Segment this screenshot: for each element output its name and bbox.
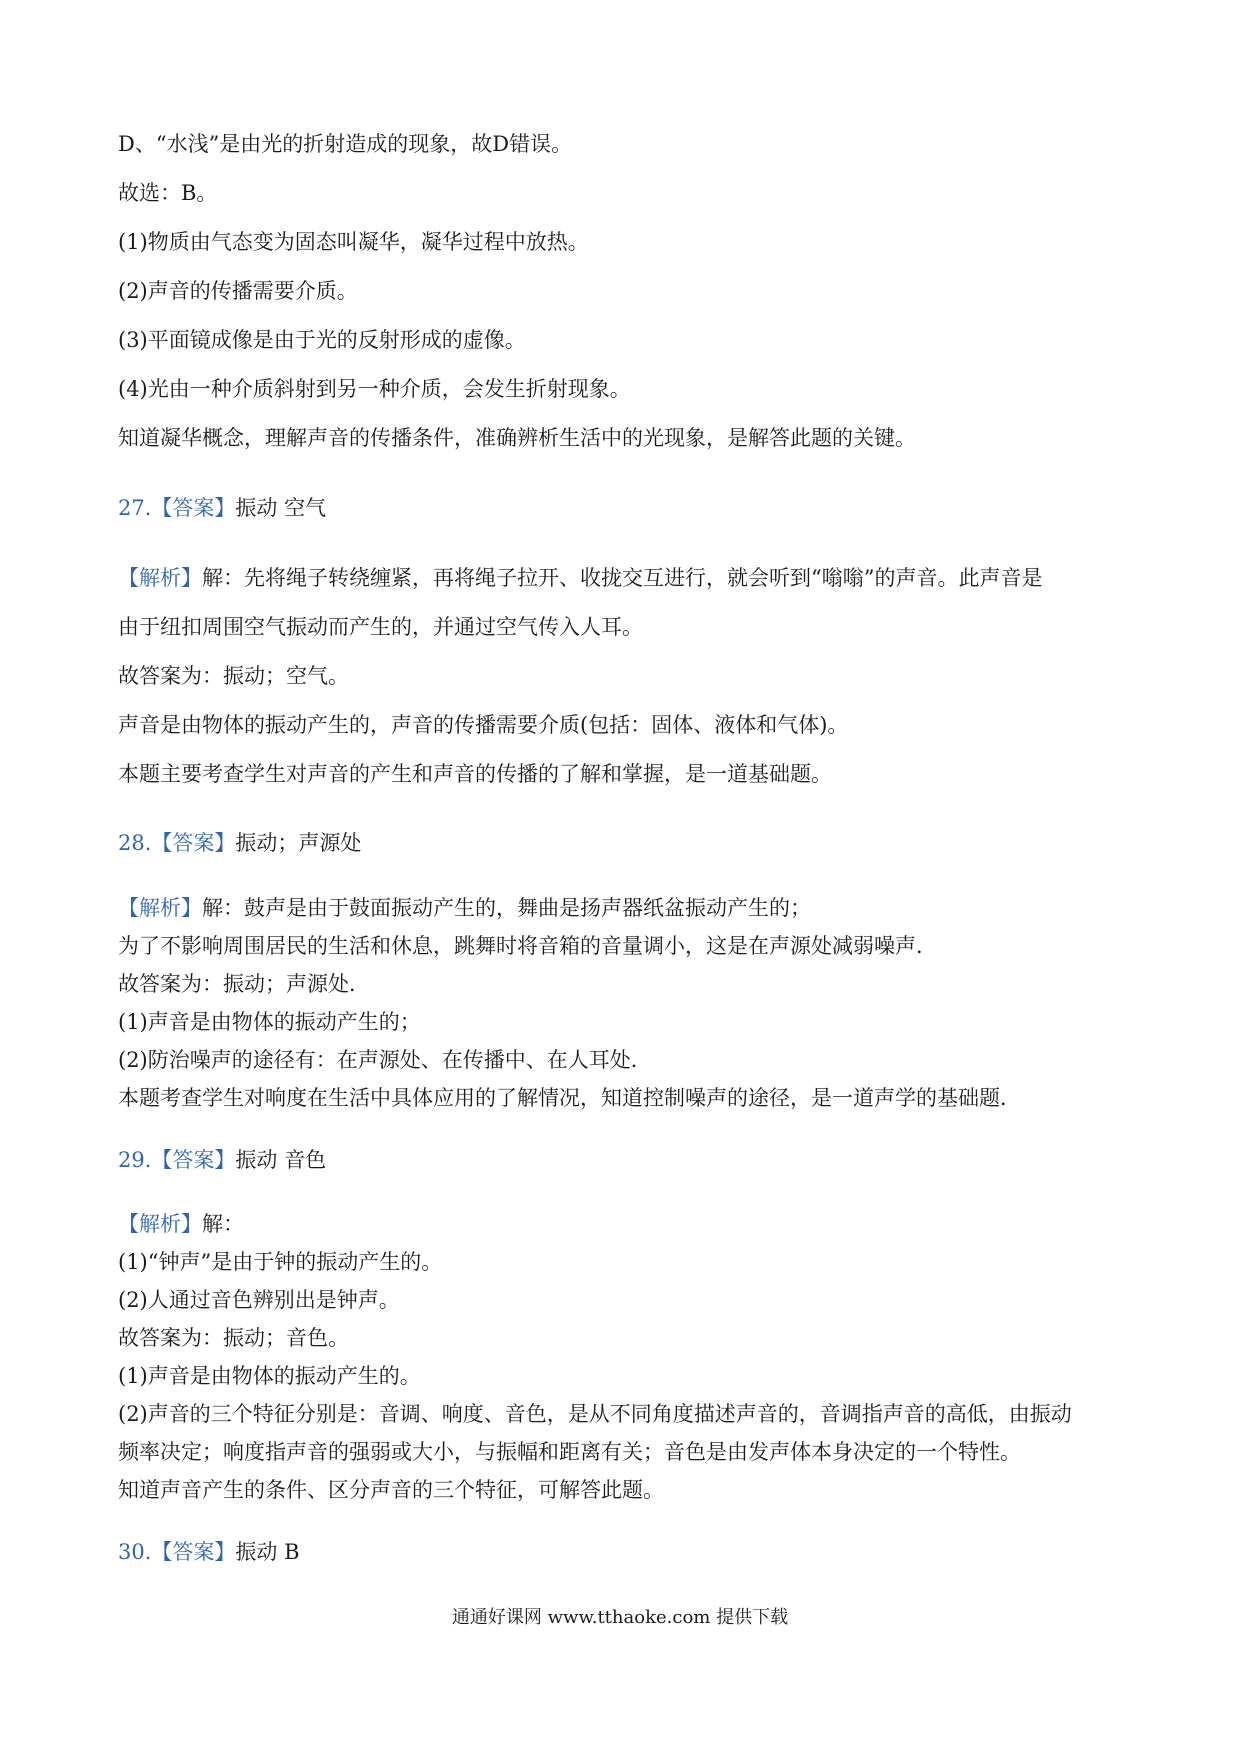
q27-text-1: 解：先将绳子转绕缠紧，再将绳子拉开、收拢交互进行，就会听到“嗡嗡”的声音。此声音是 (202, 566, 1043, 590)
page-footer: 通通好课网 www.tthaoke.com 提供下载 (451, 1607, 789, 1628)
note-1: (1)物质由气态变为固态叫凝华，凝华过程中放热。 (118, 230, 589, 254)
q29-answer: 振动 音色 (235, 1148, 327, 1172)
note-2: (2)声音的传播需要介质。 (118, 279, 358, 303)
q29-text-1: 解： (202, 1212, 244, 1236)
q28-answer-tag: 【答案】 (151, 831, 236, 855)
q27-answer-line (118, 494, 326, 522)
q28-text-3: 故答案为：振动；声源处． (118, 972, 370, 996)
line-choice: 故选：B。 (118, 181, 218, 205)
q28-text-5: (2)防治噪声的途径有：在声源处、在传播中、在人耳处． (118, 1048, 652, 1072)
q28-text-2: 为了不影响周围居民的生活和休息，跳舞时将音箱的音量调小，这是在声源处减弱噪声． (118, 934, 937, 958)
line-d-explanation: D、“水浅”是由光的折射造成的现象，故D错误。 (118, 132, 573, 156)
q27-answer: 振动 空气 (235, 496, 327, 520)
q27-answer-tag: 【答案】 (151, 496, 236, 520)
q28-number: 28. (118, 831, 152, 855)
q29-text-4: 故答案为：振动；音色。 (118, 1326, 349, 1350)
q28-text-6: 本题考查学生对响度在生活中具体应用的了解情况，知道控制噪声的途径，是一道声学的基础题． (118, 1086, 1021, 1110)
q29-text-5: (1)声音是由物体的振动产生的。 (118, 1364, 421, 1388)
q28-analysis-line-1 (118, 894, 811, 922)
q30-answer-line (118, 1538, 300, 1566)
q29-answer-tag: 【答案】 (151, 1148, 236, 1172)
q29-text-6: (2)声音的三个特征分别是：音调、响度、音色，是从不同角度描述声音的，音调指声音的高低，由振动 (118, 1402, 1072, 1426)
summary: 知道凝华概念，理解声音的传播条件，准确辨析生活中的光现象，是解答此题的关键。 (118, 426, 916, 450)
q30-answer: 振动 B (235, 1540, 300, 1564)
q27-text-5: 本题主要考查学生对声音的产生和声音的传播的了解和掌握，是一道基础题。 (118, 762, 832, 786)
q29-analysis-line-1 (118, 1210, 244, 1238)
q27-text-4: 声音是由物体的振动产生的，声音的传播需要介质(包括：固体、液体和气体)。 (118, 713, 849, 737)
q27-text-2: 由于纽扣周围空气振动而产生的，并通过空气传入人耳。 (118, 615, 643, 639)
q27-analysis-tag: 【解析】 (118, 566, 202, 590)
q27-text-3: 故答案为：振动；空气。 (118, 664, 349, 688)
q27-number: 27. (118, 496, 152, 520)
q29-analysis-tag: 【解析】 (118, 1212, 202, 1236)
note-4: (4)光由一种介质斜射到另一种介质，会发生折射现象。 (118, 377, 631, 401)
q29-number: 29. (118, 1148, 152, 1172)
q29-answer-line (118, 1146, 326, 1174)
q29-text-7: 频率决定；响度指声音的强弱或大小，与振幅和距离有关；音色是由发声体本身决定的一个特性。 (118, 1440, 1021, 1464)
note-3: (3)平面镜成像是由于光的反射形成的虚像。 (118, 328, 526, 352)
q29-text-2: (1)“钟声”是由于钟的振动产生的。 (118, 1250, 443, 1274)
q28-answer: 振动；声源处 (235, 831, 362, 855)
q28-text-1: 解：鼓声是由于鼓面振动产生的，舞曲是扬声器纸盆振动产生的； (202, 896, 811, 920)
q29-text-3: (2)人通过音色辨别出是钟声。 (118, 1288, 400, 1312)
q28-text-4: (1)声音是由物体的振动产生的； (118, 1010, 421, 1034)
q29-text-8: 知道声音产生的条件、区分声音的三个特征，可解答此题。 (118, 1478, 664, 1502)
q30-answer-tag: 【答案】 (151, 1540, 236, 1564)
q30-number: 30. (118, 1540, 152, 1564)
q28-answer-line (118, 829, 361, 857)
q28-analysis-tag: 【解析】 (118, 896, 202, 920)
q27-analysis-line-1 (118, 564, 1042, 592)
